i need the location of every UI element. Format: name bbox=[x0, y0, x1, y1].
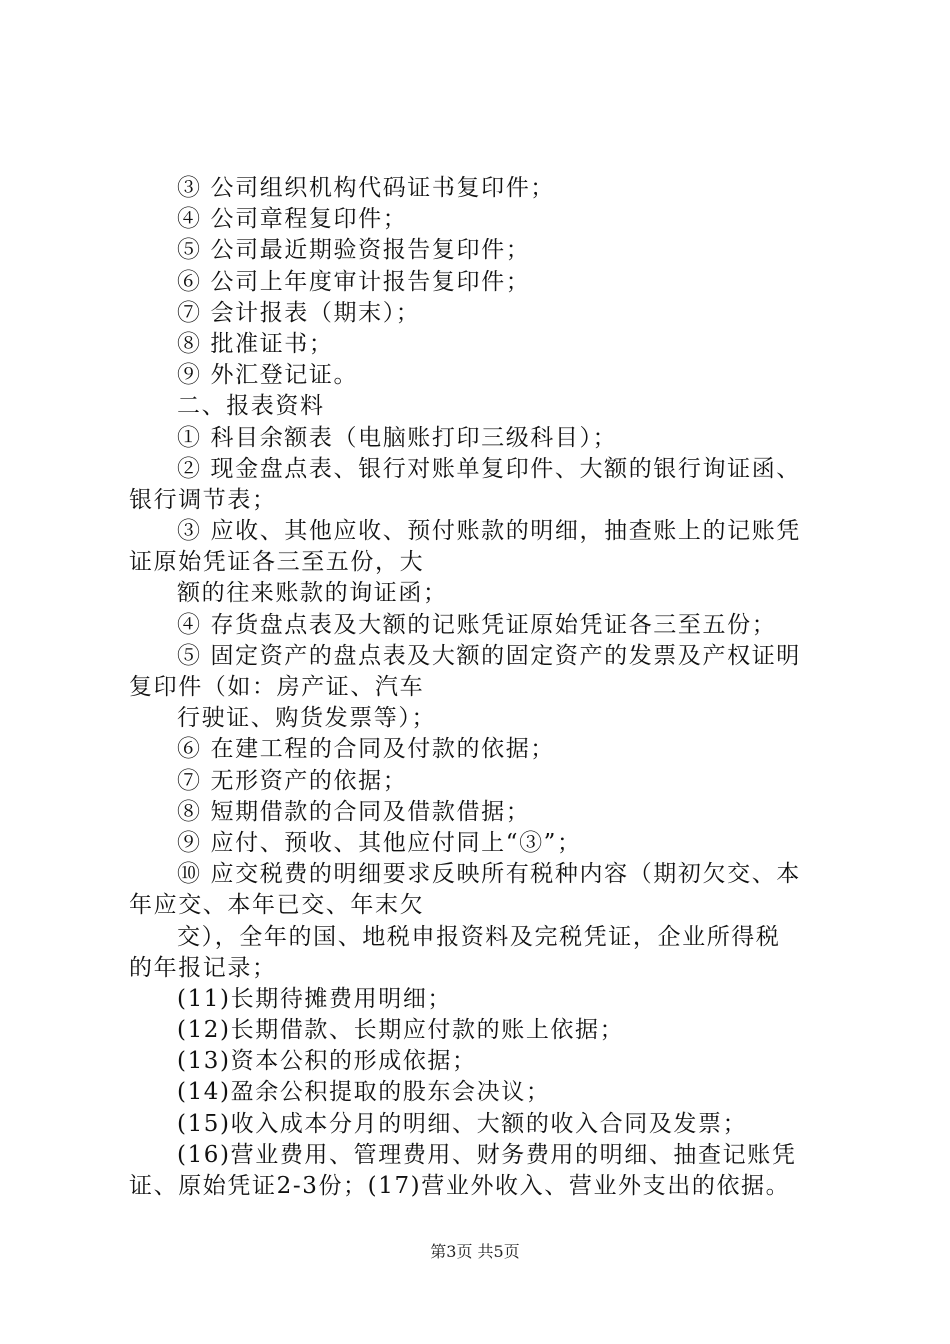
text-line: ⑧ 批准证书； bbox=[177, 330, 334, 357]
text-line: 复印件（如：房产证、汽车 bbox=[129, 674, 425, 700]
text-line: (15)收入成本分月的明细、大额的收入合同及发票； bbox=[177, 1110, 748, 1137]
text-line: ③ 公司组织机构代码证书复印件； bbox=[177, 175, 555, 201]
document-body bbox=[129, 173, 834, 1202]
text-line: (11)长期待摊费用明细； bbox=[177, 985, 453, 1012]
text-line: ⑦ 无形资产的依据； bbox=[177, 767, 408, 794]
text-line: ⑨ 外汇登记证。 bbox=[177, 362, 359, 389]
text-line: 年应交、本年已交、年末欠 bbox=[129, 892, 425, 919]
text-line: 二、报表资料 bbox=[177, 393, 325, 420]
text-line: (16)营业费用、管理费用、财务费用的明细、抽查记账凭 bbox=[177, 1141, 797, 1168]
text-line: ⑤ 固定资产的盘点表及大额的固定资产的发票及产权证明 bbox=[177, 642, 801, 669]
text-line: ② 现金盘点表、银行对账单复印件、大额的银行询证函、 bbox=[177, 455, 801, 482]
text-line: 额的往来账款的询证函； bbox=[177, 580, 448, 607]
text-line: ③ 应收、其他应收、预付账款的明细，抽查账上的记账凭 bbox=[177, 518, 801, 545]
text-line: ① 科目余额表（电脑账打印三级科目）； bbox=[177, 424, 618, 451]
page-footer: 第3页 共5页 bbox=[430, 1242, 520, 1261]
text-line: ④ 存货盘点表及大额的记账凭证原始凭证各三至五份； bbox=[177, 611, 777, 638]
text-line: 银行调节表； bbox=[129, 486, 277, 513]
text-line: ⑥ 在建工程的合同及付款的依据； bbox=[177, 736, 555, 763]
text-line: ⑨ 应付、预收、其他应付同上“③”； bbox=[177, 829, 582, 856]
text-line: 行驶证、购货发票等）； bbox=[177, 705, 437, 732]
text-line: (12)长期借款、长期应付款的账上依据； bbox=[177, 1017, 625, 1044]
text-line: ⑥ 公司上年度审计报告复印件； bbox=[177, 268, 531, 295]
text-line: 证原始凭证各三至五份，大 bbox=[129, 549, 425, 576]
text-line: ⑦ 会计报表（期末）； bbox=[177, 299, 421, 326]
text-line: (14)盈余公积提取的股东会决议； bbox=[177, 1079, 551, 1106]
text-line: 的年报记录； bbox=[129, 954, 277, 981]
text-line: 证、原始凭证2-3份；(17)营业外收入、营业外支出的依据。 bbox=[129, 1173, 791, 1199]
text-line: ④ 公司章程复印件； bbox=[177, 206, 408, 233]
text-line: ⑤ 公司最近期验资报告复印件； bbox=[177, 237, 531, 264]
text-line: 交），全年的国、地税申报资料及完税凭证，企业所得税 bbox=[177, 923, 781, 950]
text-line: ⑧ 短期借款的合同及借款借据； bbox=[177, 798, 531, 825]
text-line: ⑩ 应交税费的明细要求反映所有税种内容（期初欠交、本 bbox=[177, 861, 801, 888]
text-line: (13)资本公积的形成依据； bbox=[177, 1048, 477, 1075]
